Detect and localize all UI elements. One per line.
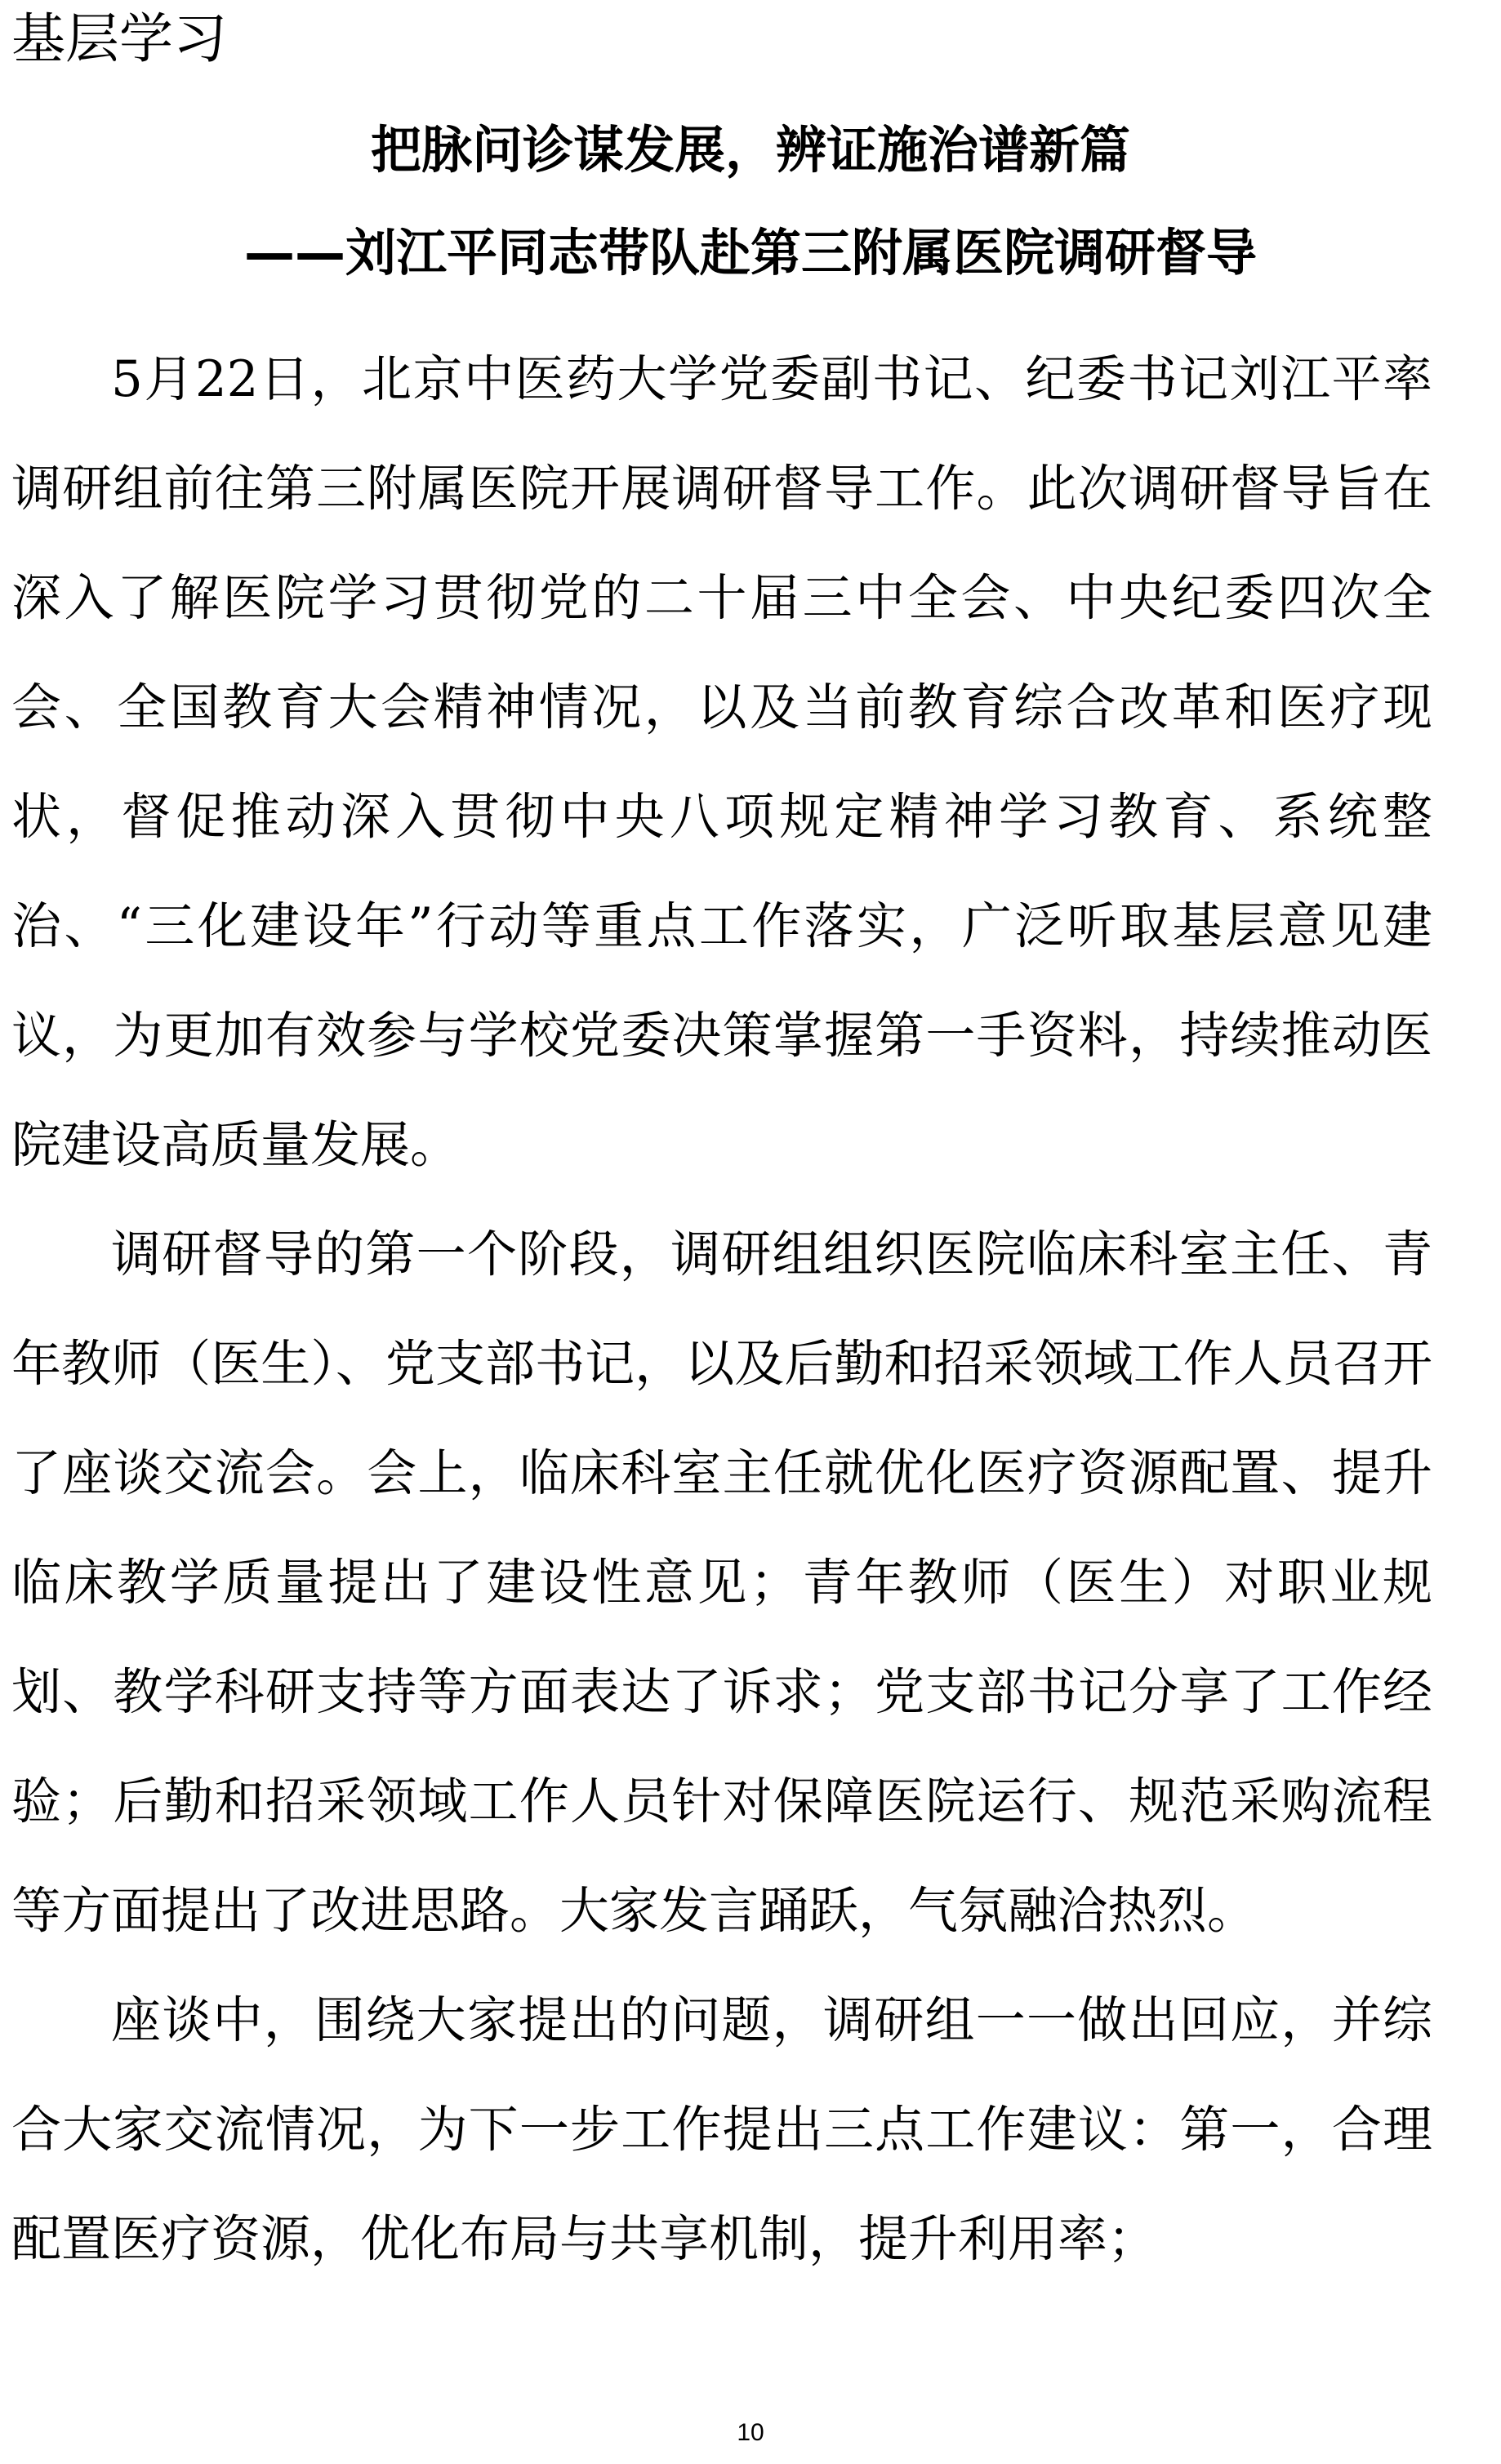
article-body: [11, 325, 1432, 2294]
paragraph-2: 调研督导的第一个阶段，调研组组织医院临床科室主任、青年教师（医生）、党支部书记，以及后勤和招采领域工作人员召开了座谈交流会。会上，临床科室主任就优化医疗资源配置、提升临床教学质量提出了建设性意见；青年教师（医生）对职业规划、教学科研支持等方面表达了诉求；党支部书记分享了工作经验；后勤和招采领域工作人员针对保障医院运行、规范采购流程等方面提出了改进思路。大家发言踊跃，气氛融洽热烈。: [11, 1225, 1432, 1940]
section-label: 基层学习: [11, 7, 227, 70]
article-title: 把脉问诊谋发展，辨证施治谱新篇: [370, 120, 1130, 180]
paragraph-1: 5月22日，北京中医药大学党委副书记、纪委书记刘江平率调研组前往第三附属医院开展调研督导工作。此次调研督导旨在深入了解医院学习贯彻党的二十届三中全会、中央纪委四次全会、全国教育大会精神情况，以及当前教育综合改革和医疗现状，督促推动深入贯彻中央八项规定精神学习教育、系统整治、“三化建设年”行动等重点工作落实，广泛听取基层意见建议，为更加有效参与学校党委决策掌握第一手资料，持续推动医院建设高质量发展。: [11, 350, 1432, 1174]
page-number: 10: [737, 2419, 764, 2446]
paragraph-3: 座谈中，围绕大家提出的问题，调研组一一做出回应，并综合大家交流情况，为下一步工作提出三点工作建议：第一，合理配置医疗资源，优化布局与共享机制，提升利用率；: [11, 1991, 1432, 2268]
article-subtitle: ——刘江平同志带队赴第三附属医院调研督导: [243, 223, 1257, 282]
